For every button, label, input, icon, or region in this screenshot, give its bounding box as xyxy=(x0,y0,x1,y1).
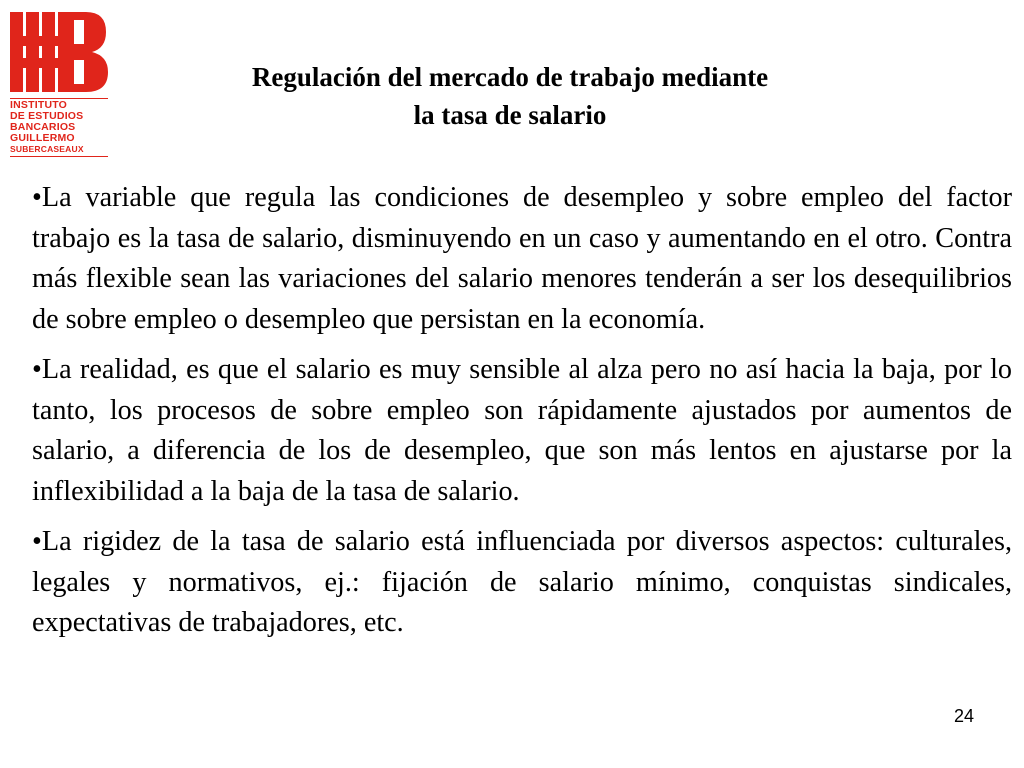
iebgs-logo-mark xyxy=(10,12,108,92)
logo-line: INSTITUTO xyxy=(10,98,108,111)
logo-line: SUBERCASEAUX xyxy=(10,144,108,157)
slide-title xyxy=(200,58,820,134)
bullet-paragraph: •La rigidez de la tasa de salario está influenciada por diversos aspectos: culturales, legales y normativos, ej.: fijación de salario mínimo, conquistas sindicales, expectativas de trabajadores, etc. xyxy=(32,526,1012,638)
logo-line: DE ESTUDIOS xyxy=(10,110,84,122)
institution-logo xyxy=(10,12,108,157)
slide-body xyxy=(32,178,1012,654)
bullet-paragraph: •La variable que regula las condiciones de desempleo y sobre empleo del factor trabajo es la tasa de salario, disminuyendo en un caso y aumentando en el otro. Contra más flexible sean las variaciones del salario menores tenderán a ser los desequilibrios de sobre empleo o desempleo que persistan en la economía. xyxy=(32,182,1012,335)
bullet-paragraph: •La realidad, es que el salario es muy sensible al alza pero no así hacia la baja, por lo tanto, los procesos de sobre empleo son rápidamente ajustados por aumentos de salario, a diferencia de los de desempleo, que son más lentos en ajustarse por la inflexibilidad a la baja de la tasa de salario. xyxy=(32,354,1012,507)
slide-title-line-1: Regulación del mercado de trabajo mediante xyxy=(251,62,769,92)
slide-title-line-2: la tasa de salario xyxy=(413,100,607,130)
page-number: 24 xyxy=(953,706,974,726)
logo-line: BANCARIOS xyxy=(10,121,76,133)
logo-text xyxy=(10,98,108,157)
logo-line: GUILLERMO xyxy=(10,132,75,144)
